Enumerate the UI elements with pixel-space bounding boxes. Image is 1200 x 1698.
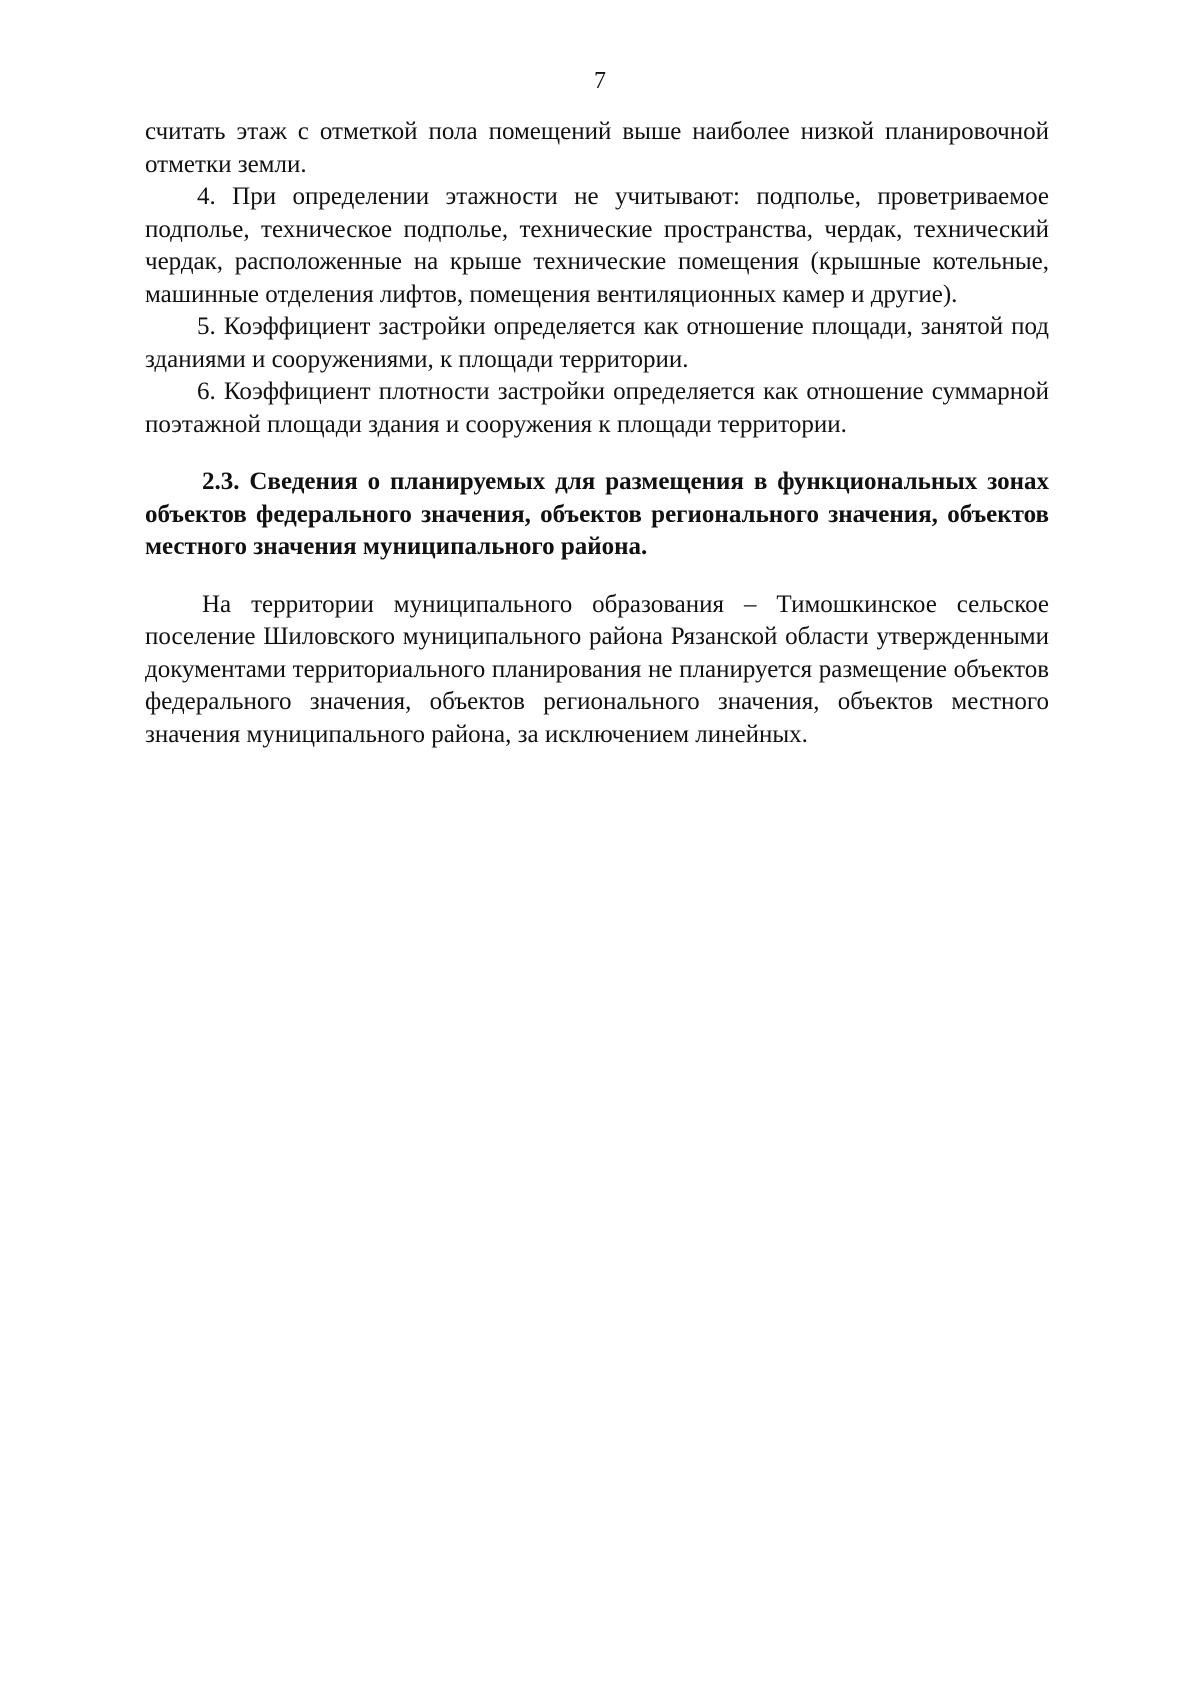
paragraph-item-6: 6. Коэффициент плотности застройки определяется как отношение суммарной поэтажной площади здания и сооружения к площади территории. (145, 378, 1049, 438)
paragraph-item-5: 5. Коэффициент застройки определяется как отношение площади, занятой под зданиями и сооружениями, к площади территории. (145, 313, 1049, 373)
page-number: 7 (594, 68, 606, 94)
section-heading: 2.3. Сведения о планируемых для размещения в функциональных зонах объектов федерального значения, объектов регионального значения, объектов местного значения муниципального района. (145, 468, 1049, 560)
paragraph-continuation: считать этаж с отметкой пола помещений выше наиболее низкой планировочной отметки земли. (145, 118, 1049, 178)
section-body-paragraph: На территории муниципального образования – Тимошкинское сельское поселение Шиловского муниципального района Рязанской области утвержденными документами территориального планирования не планируется размещение объектов федерального значения, объектов регионального значения, объектов местного значения муниципального района, за исключением линейных. (145, 590, 1049, 748)
document-body (145, 116, 1049, 751)
paragraph-item-4: 4. При определении этажности не учитывают: подполье, проветриваемое подполье, техническое подполье, технические пространства, чердак, технический чердак, расположенные на крыше технические помещения (крышные котельные, машинные отделения лифтов, помещения вентиляционных камер и другие). (145, 183, 1049, 308)
